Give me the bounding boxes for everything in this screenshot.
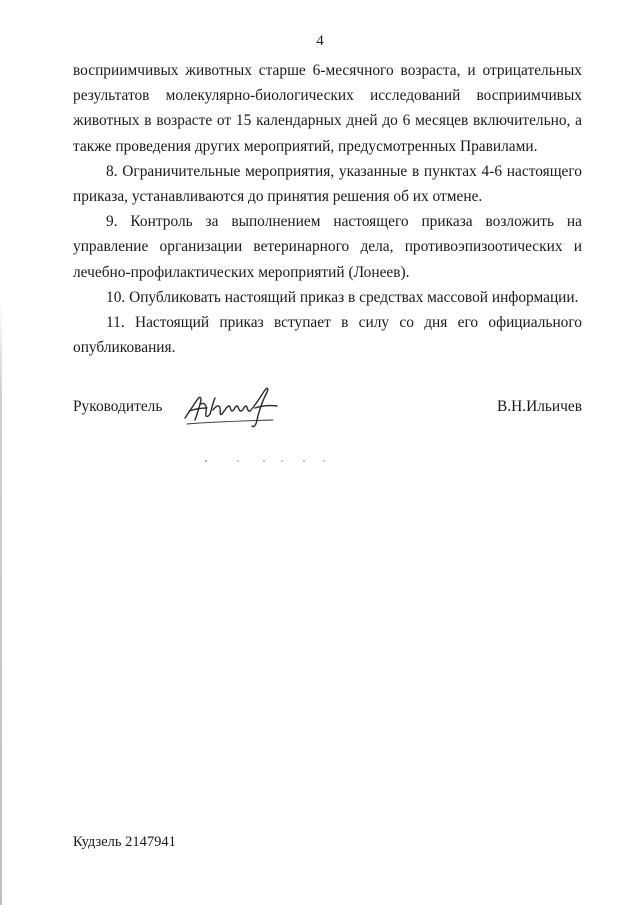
- handwritten-signature: [179, 384, 289, 430]
- paragraph-continuation: восприимчивых животных старше 6-месячного возраста, и отрицательных результатов молекулярно-биологических исследований восприимчивых животных в возрасте от 15 календарных дней до 6 месяцев включительно, а также проведения других мероприятий, предусмотренных Правилами.: [73, 62, 582, 155]
- paragraph-item-8: 8. Ограничительные мероприятия, указанные в пунктах 4-6 настоящего приказа, устанавливаются до принятия решения об их отмене.: [73, 162, 582, 206]
- paragraph-item-10: 10. Опубликовать настоящий приказ в средствах массовой информации.: [106, 288, 579, 306]
- document-body: [73, 58, 582, 360]
- signature-block: [73, 384, 582, 434]
- paragraph-item-11: 11. Настоящий приказ вступает в силу со дня его официального опубликования.: [73, 314, 582, 357]
- paragraph-item-9: 9. Контроль за выполнением настоящего приказа возложить на управление организации ветеринарного дела, противоэпизоотических и лечебно-профилактических мероприятий (Лонеев).: [73, 213, 582, 281]
- page-number: 4: [316, 33, 324, 49]
- footer-executor-code: Кудзель 2147941: [73, 834, 176, 850]
- scan-artifact-dots: [200, 458, 330, 464]
- signer-name: В.Н.Ильичев: [497, 398, 582, 415]
- scan-edge-shadow: [0, 300, 2, 905]
- signer-title: Руководитель: [73, 398, 163, 415]
